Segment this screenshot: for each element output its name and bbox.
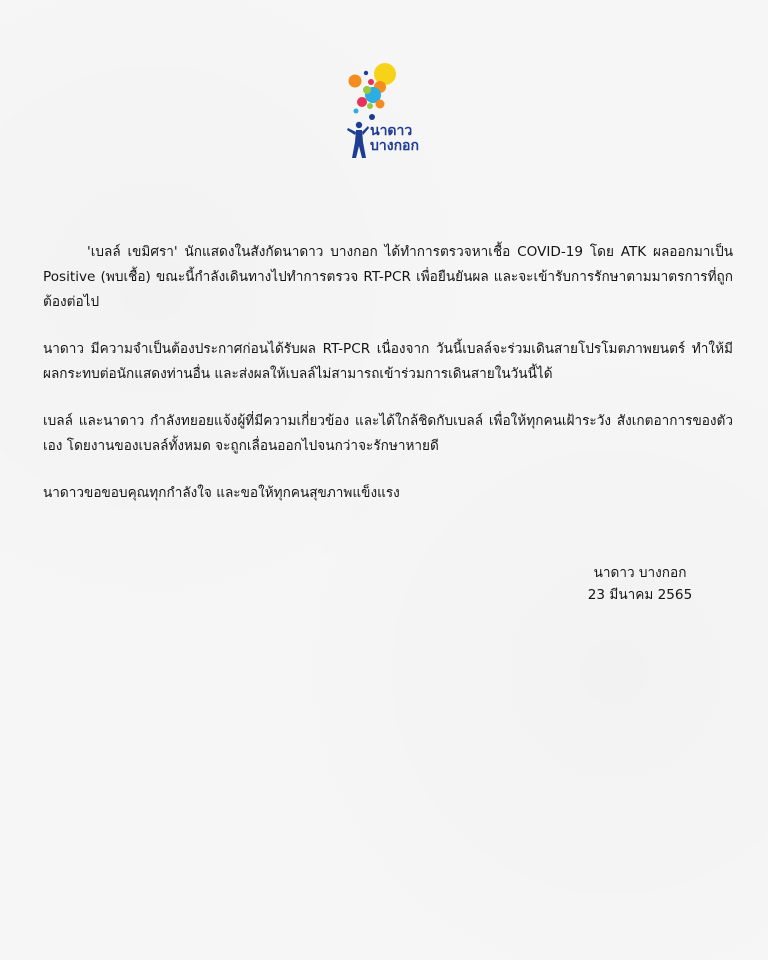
signature-date: 23 มีนาคม 2565 [587, 587, 693, 603]
signature-name: นาดาว บางกอก [593, 565, 687, 581]
paragraph-1: 'เบลล์ เขมิศรา' นักแสดงในสังกัดนาดาว บางกอก ได้ทำการตรวจหาเชื้อ COVID-19 โดย ATK ผลออกมาเป็น Positive (พบเชื้อ) ขณะนี้กำลังเดินทางไปทำการตรวจ RT-PCR เพื่อยืนยันผล และจะเข้ารับการรักษาตามมาตรการที่ถูกต้องต่อไป [43, 244, 733, 310]
nadao-bangkok-logo [340, 60, 430, 165]
paragraph-3: เบลล์ และนาดาว กำลังทยอยแจ้งผู้ที่มีความเกี่ยวข้อง และได้ใกล้ชิดกับเบลล์ เพื่อให้ทุกคนเฝ้าระวัง สังเกตอาการของตัวเอง โดยงานของเบลล์ทั้งหมด จะถูกเลื่อนออกไปจนกว่าจะรักษาหายดี [43, 413, 733, 454]
announcement-body [43, 240, 733, 528]
logo-text-line2: บางกอก [370, 138, 419, 154]
logo-text-line1: นาดาว [370, 123, 413, 139]
signature-block [560, 562, 720, 606]
paragraph-2: นาดาว มีความจำเป็นต้องประกาศก่อนได้รับผล RT-PCR เนื่องจาก วันนี้เบลล์จะร่วมเดินสายโปรโมตภาพยนตร์ ทำให้มีผลกระทบต่อนักแสดงท่านอื่น และส่งผลให้เบลล์ไม่สามารถเข้าร่วมการเดินสายในวันนี้ได้ [43, 341, 733, 382]
paragraph-4: นาดาวขอขอบคุณทุกกำลังใจ และขอให้ทุกคนสุขภาพแข็งแรง [43, 485, 400, 501]
